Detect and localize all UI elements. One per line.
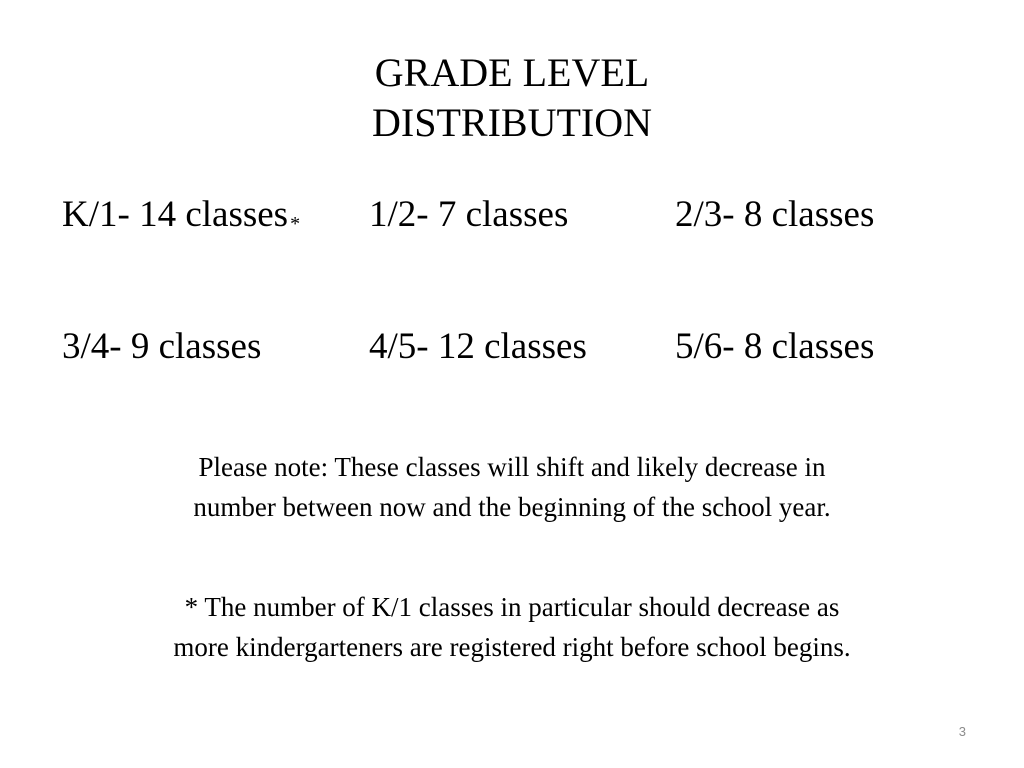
slide-number: 3 (958, 724, 966, 739)
footnote-line-1: * The number of K/1 classes in particular should decrease as (184, 592, 840, 622)
grade-cell-k1 (62, 193, 300, 246)
slide-title-line-2: DISTRIBUTION (372, 100, 652, 145)
footnote-line-2: more kindergarteners are registered right before school begins. (173, 632, 851, 662)
please-note-paragraph (0, 447, 1024, 527)
footnote-marker: * (290, 213, 301, 235)
grade-cell-1-2: 1/2- 7 classes (369, 194, 569, 235)
slide-title-line-1: GRADE LEVEL (374, 50, 650, 95)
grade-cell-2-3: 2/3- 8 classes (675, 194, 875, 235)
please-note-line-2: number between now and the beginning of the school year. (193, 492, 831, 522)
grade-cell-3-4: 3/4- 9 classes (62, 326, 262, 367)
slide-title (0, 48, 1024, 148)
grade-cell-k1-text: K/1- 14 classes (62, 194, 289, 235)
grade-cell-5-6: 5/6- 8 classes (675, 326, 875, 367)
please-note-line-1: Please note: These classes will shift and likely decrease in (198, 452, 826, 482)
footnote-paragraph (0, 587, 1024, 667)
grade-cell-4-5: 4/5- 12 classes (369, 326, 587, 367)
